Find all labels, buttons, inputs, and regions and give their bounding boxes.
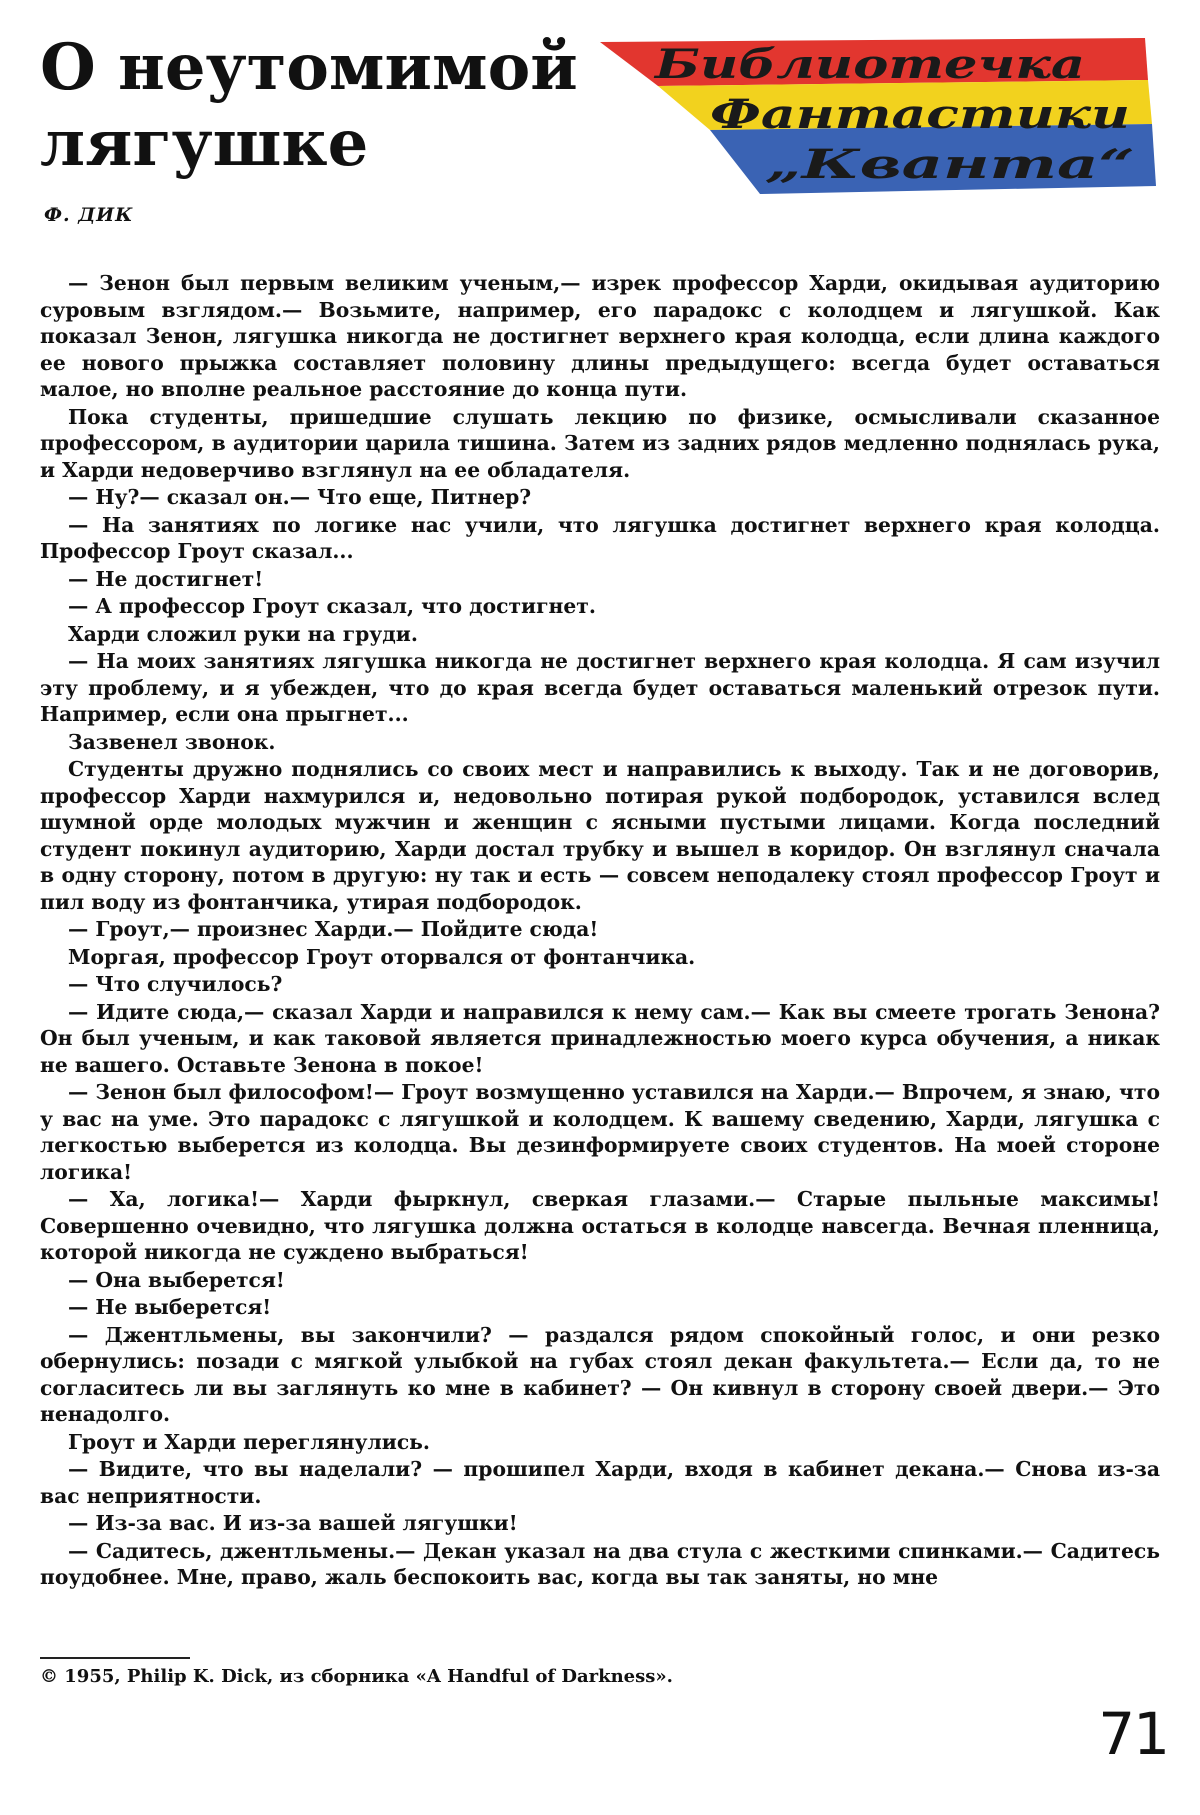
page-number: 71 [1098,1700,1168,1768]
article-paragraph: Харди сложил руки на груди. [68,621,418,646]
article-paragraph: — Из-за вас. И из-за вашей лягушки! [68,1511,518,1535]
title-line-2: лягушке [40,106,369,181]
article-paragraph: — Видите, что вы наделали? — прошипел Харди, входя в кабинет декана.— Снова из-за вас неприятности. [40,1457,1160,1508]
copyright-footnote: © 1955, Philip K. Dick, из сборника «A Handful of Darkness». [40,1666,673,1687]
article-paragraph: — Ха, логика!— Харди фыркнул, сверкая глазами.— Старые пыльные максимы! Совершенно очевидно, что лягушка должна остаться в колодце навсегда. Вечная пленница, которой никогда не суждено выбраться! [40,1187,1160,1264]
article-paragraph: — Джентльмены, вы закончили? — раздался рядом спокойный голос, и они резко обернулись: позади с мягкой улыбкой на губах стоял декан факультета.— Если да, то не согласитесь ли вы заглянуть ко мне в кабинет? — Он кивнул в сторону своей двери.— Это ненадолго. [40,1322,1160,1426]
article-title [40,30,600,182]
article-paragraph: Студенты дружно поднялись со своих мест и направились к выходу. Так и не договорив, профессор Харди нахмурился и, недовольно потирая рукой подбородок, уставился вслед шумной орде молодых мужчин и женщин с ясными пустыми лицами. Когда последний студент покинул аудиторию, Харди достал трубку и вышел в коридор. Он взглянул сначала в одну сторону, потом в другую: ну так и есть — совсем неподалеку стоял профессор Гроут и пил воду из фонтанчика, утирая подбородок. [40,757,1160,914]
series-banner [600,36,1160,196]
article-paragraph: — Зенон был первым великим ученым,— изрек профессор Харди, окидывая аудиторию суровым взглядом.— Возьмите, например, его парадокс с колодцем и лягушкой. Как показал Зенон, лягушка никогда не достигнет верхнего края колодца, если длина каждого ее нового прыжка составляет половину длины предыдущего: всегда будет оставаться малое, но вполне реальное расстояние до конца пути. [40,271,1160,401]
article-paragraph: — А профессор Гроут сказал, что достигнет. [68,594,596,618]
series-line-3: „Кванта“ [765,141,1135,188]
article-paragraph: — Она выберется! [68,1267,285,1292]
author-name: Ф. ДИК [44,204,134,226]
article-paragraph: — Зенон был философом!— Гроут возмущенно уставился на Харди.— Впрочем, я знаю, что у вас на уме. Это парадокс с лягушкой и колодцем. К вашему сведению, Харди, лягушка с легкостью выберется из колодца. Вы дезинформируете своих студентов. На моей стороне логика! [40,1080,1160,1184]
series-line-1: Библиотечка [653,41,1085,88]
article-paragraph: — Садитесь, джентльмены.— Декан указал на два стула с жесткими спинками.— Садитесь поудобнее. Мне, право, жаль беспокоить вас, когда вы так заняты, но мне [40,1538,1160,1589]
footnote-divider [40,1657,190,1659]
series-line-2: Фантастики [710,91,1130,138]
article-paragraph: Пока студенты, пришедшие слушать лекцию по физике, осмысливали сказанное профессором, в аудитории царила тишина. Затем из задних рядов медленно поднялась рука, и Харди недоверчиво взглянул на ее обладателя. [40,404,1160,482]
article-paragraph: — Ну?— сказал он.— Что еще, Питнер? [68,485,532,509]
article-paragraph: Гроут и Харди переглянулись. [68,1429,430,1454]
article-paragraph: — Гроут,— произнес Харди.— Пойдите сюда! [68,917,599,941]
article-paragraph: — Что случилось? [68,972,283,996]
title-line-1: О неутомимой [40,30,578,105]
article-paragraph: — На моих занятиях лягушка никогда не достигнет верхнего края колодца. Я сам изучил эту проблему, и я убежден, что до края всегда будет оставаться маленький отрезок пути. Например, если она прыгнет... [40,649,1160,726]
article-paragraph: Зазвенел звонок. [68,729,276,754]
article-paragraph: Моргая, профессор Гроут оторвался от фонтанчика. [68,944,696,969]
article-body [40,270,1160,1592]
article-paragraph: — Идите сюда,— сказал Харди и направился к нему сам.— Как вы смеете трогать Зенона? Он был ученым, и как таковой является принадлежностью моего курса обучения, а никак не вашего. Оставьте Зенона в покое! [40,999,1160,1077]
article-paragraph: — На занятиях по логике нас учили, что лягушка достигнет верхнего края колодца. Профессор Гроут сказал... [40,512,1160,563]
article-paragraph: — Не выберется! [68,1295,272,1319]
article-paragraph: — Не достигнет! [68,566,264,591]
